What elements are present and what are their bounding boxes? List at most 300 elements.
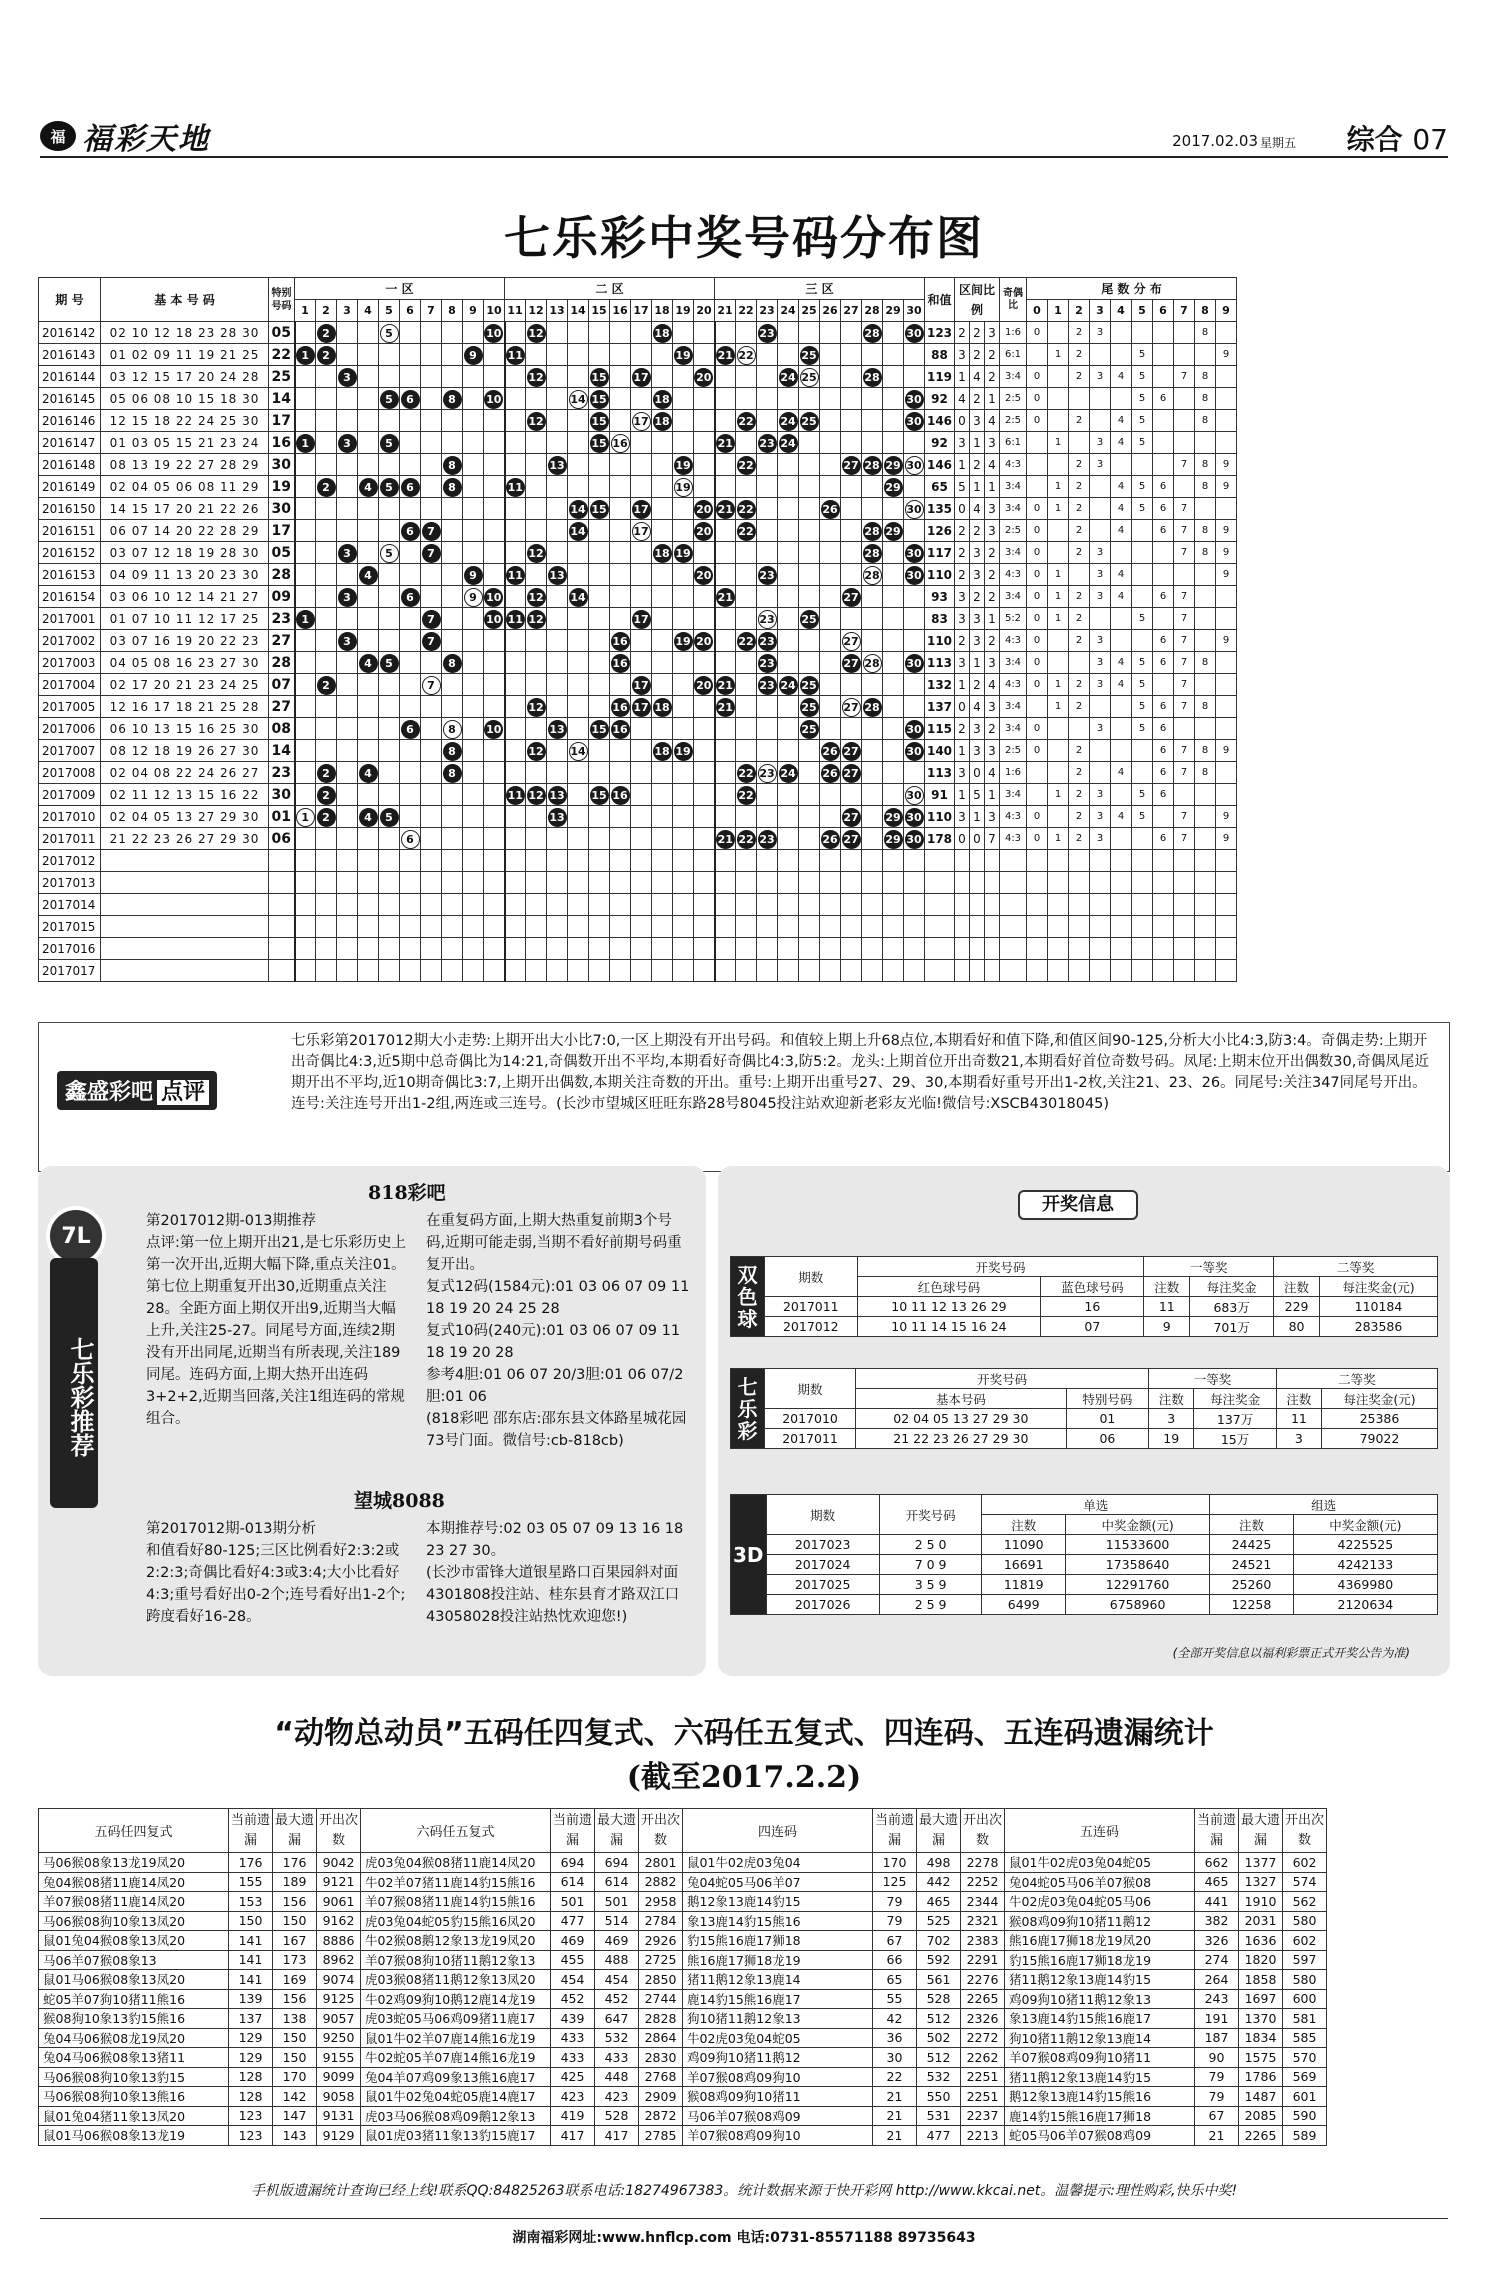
drawn-ball: 5 [380, 654, 399, 673]
number-cell [358, 520, 379, 542]
stat-cell: 173 [273, 1950, 317, 1970]
number-cell [337, 674, 358, 696]
stat-cell: 614 [551, 1872, 595, 1892]
number-cell [778, 938, 799, 960]
number-cell [463, 410, 484, 432]
number-cell [736, 586, 757, 608]
prize-cell: 19 [1149, 1429, 1194, 1449]
ratio-cell: 2 [970, 344, 985, 366]
number-header: 27 [841, 300, 862, 322]
number-cell [484, 960, 505, 982]
number-cell [442, 520, 463, 542]
tail-cell: 4 [1111, 476, 1132, 498]
tail-cell [1027, 938, 1048, 960]
number-cell [883, 960, 904, 982]
tail-cell: 9 [1216, 454, 1237, 476]
tail-cell: 6 [1153, 828, 1174, 850]
period-cell: 2016149 [39, 476, 101, 498]
tail-cell: 5 [1132, 674, 1153, 696]
number-cell [568, 432, 589, 454]
stat-cell: 8962 [317, 1950, 361, 1970]
footer-site: 湖南福彩网址:www.hnflcp.com 电话:0731-85571188 89735643 [40, 2218, 1448, 2247]
number-cell [316, 432, 337, 454]
number-cell [379, 806, 400, 828]
number-cell [379, 344, 400, 366]
tail-cell [1174, 432, 1195, 454]
tail-cell: 8 [1195, 366, 1216, 388]
tail-cell [1195, 344, 1216, 366]
tail-cell [1132, 586, 1153, 608]
ratio-cell: 3 [970, 564, 985, 586]
special-number-cell: 16 [269, 432, 295, 454]
number-cell [316, 366, 337, 388]
number-cell [400, 938, 421, 960]
drawn-ball: 29 [884, 478, 903, 497]
grid-row [39, 652, 1237, 674]
number-cell [904, 344, 925, 366]
drawn-ball: 1 [296, 610, 315, 629]
grid-row [39, 322, 1237, 344]
special-number-cell: 14 [269, 388, 295, 410]
number-cell [652, 718, 673, 740]
number-cell [526, 850, 547, 872]
number-cell [421, 828, 442, 850]
sub-header: 每注奖金 [1190, 1277, 1274, 1297]
number-cell [757, 608, 778, 630]
number-cell [631, 586, 652, 608]
col-issue: 期数 [766, 1495, 879, 1535]
number-cell [358, 718, 379, 740]
number-cell [610, 938, 631, 960]
prize-cell: 683万 [1190, 1297, 1274, 1317]
drawn-ball: 3 [338, 632, 357, 651]
ratio-cell: 0 [955, 498, 970, 520]
stat-cell: 129 [229, 2028, 273, 2048]
period-cell: 2016150 [39, 498, 101, 520]
number-cell [694, 454, 715, 476]
number-cell [316, 322, 337, 344]
drawn-ball: 22 [737, 412, 756, 431]
number-cell [589, 894, 610, 916]
combination-cell: 兔04猴08猪11鹿14凤20 [39, 1872, 229, 1892]
drawn-ball: 11 [506, 786, 525, 805]
special-ball: 23 [758, 764, 777, 783]
tail-cell [1090, 850, 1111, 872]
tail-cell [1111, 696, 1132, 718]
number-cell [358, 740, 379, 762]
prize-cell: 25260 [1210, 1575, 1294, 1595]
stat-cell: 1858 [1239, 1970, 1283, 1990]
ratio-cell: 2 [955, 542, 970, 564]
stat-cell: 2272 [961, 2028, 1005, 2048]
tail-cell [1195, 608, 1216, 630]
prize-cell: 16 [1041, 1297, 1144, 1317]
number-cell [400, 322, 421, 344]
number-cell [505, 542, 526, 564]
stat-cell: 274 [1195, 1950, 1239, 1970]
ratio-cell: 2 [970, 586, 985, 608]
number-cell [358, 872, 379, 894]
stat-header: 当前遗漏 [551, 1809, 595, 1853]
special-ball: 30 [905, 500, 924, 519]
number-cell [820, 916, 841, 938]
number-cell [589, 344, 610, 366]
stat-cell: 9061 [317, 1892, 361, 1912]
number-cell [358, 674, 379, 696]
tail-cell: 4 [1111, 410, 1132, 432]
basic-numbers-cell: 12 16 17 18 21 25 28 [101, 696, 269, 718]
period-cell: 2016147 [39, 432, 101, 454]
grid-row [39, 542, 1237, 564]
tail-cell [1069, 850, 1090, 872]
tail-cell [1195, 916, 1216, 938]
number-cell [715, 894, 736, 916]
tail-cell [1216, 322, 1237, 344]
special-ball: 7 [422, 676, 441, 695]
ratio-cell: 3 [985, 520, 1000, 542]
odd-even-cell: 4:3 [1000, 564, 1027, 586]
tail-cell [1048, 630, 1069, 652]
prize-cell: 80 [1274, 1317, 1320, 1337]
period-cell: 2017011 [39, 828, 101, 850]
number-cell [379, 850, 400, 872]
number-cell [358, 916, 379, 938]
number-cell [526, 432, 547, 454]
tail-cell: 5 [1132, 718, 1153, 740]
number-cell [547, 652, 568, 674]
grid-row [39, 476, 1237, 498]
number-cell [421, 586, 442, 608]
number-cell [589, 498, 610, 520]
number-cell [820, 498, 841, 520]
drawn-ball: 23 [758, 676, 777, 695]
combination-cell: 羊07猴08狗10猪11鹅12象13 [361, 1950, 551, 1970]
number-cell [715, 806, 736, 828]
number-cell [610, 960, 631, 982]
tail-cell [1153, 894, 1174, 916]
stat-cell: 9131 [317, 2106, 361, 2126]
number-cell [715, 960, 736, 982]
period-cell: 2016154 [39, 586, 101, 608]
tail-cell [1090, 872, 1111, 894]
number-cell [442, 696, 463, 718]
number-cell [337, 344, 358, 366]
number-cell [694, 366, 715, 388]
tail-cell [1153, 872, 1174, 894]
combination-cell: 兔04蛇05马06羊07 [683, 1872, 873, 1892]
ratio-cell [970, 938, 985, 960]
sub-header: 每注奖金(元) [1319, 1277, 1437, 1297]
number-cell [442, 564, 463, 586]
grid-row [39, 762, 1237, 784]
stat-cell: 501 [551, 1892, 595, 1912]
tail-cell [1048, 388, 1069, 410]
drawn-ball: 20 [694, 522, 713, 541]
number-cell [883, 344, 904, 366]
number-cell [337, 718, 358, 740]
number-cell [526, 806, 547, 828]
odd-even-cell: 2:5 [1000, 410, 1027, 432]
ratio-cell: 0 [955, 410, 970, 432]
number-cell [400, 586, 421, 608]
tail-cell: 3 [1090, 322, 1111, 344]
tail-cell: 8 [1195, 520, 1216, 542]
number-cell [820, 322, 841, 344]
number-cell [463, 674, 484, 696]
tail-cell [1174, 850, 1195, 872]
number-cell [841, 630, 862, 652]
tail-cell: 5 [1132, 388, 1153, 410]
number-cell [736, 322, 757, 344]
number-cell [694, 850, 715, 872]
tail-cell: 2 [1069, 322, 1090, 344]
drawn-ball: 15 [590, 500, 609, 519]
number-cell [484, 828, 505, 850]
drawn-ball: 29 [884, 808, 903, 827]
tail-cell [1174, 718, 1195, 740]
prize-cell: 2017011 [765, 1297, 858, 1317]
prize-cell: 2017023 [766, 1535, 879, 1555]
drawn-ball: 16 [611, 786, 630, 805]
number-header: 7 [421, 300, 442, 322]
number-cell [337, 806, 358, 828]
number-cell [715, 476, 736, 498]
drawn-ball: 19 [674, 346, 693, 365]
stat-cell: 141 [229, 1950, 273, 1970]
tail-cell: 0 [1027, 564, 1048, 586]
shop-title-818: 818彩吧 [368, 1182, 446, 1204]
number-cell [904, 762, 925, 784]
prize-cell: 10 11 12 13 26 29 [857, 1297, 1041, 1317]
period-cell: 2017004 [39, 674, 101, 696]
review-tag-label: 点评 [157, 1080, 209, 1105]
ratio-cell: 1 [955, 740, 970, 762]
ratio-cell: 4 [985, 762, 1000, 784]
number-cell [526, 454, 547, 476]
number-cell [778, 564, 799, 586]
tail-cell [1132, 740, 1153, 762]
number-cell [799, 806, 820, 828]
number-cell [652, 410, 673, 432]
number-cell [883, 828, 904, 850]
number-cell [400, 828, 421, 850]
number-cell [568, 740, 589, 762]
drawn-ball: 11 [506, 346, 525, 365]
number-cell [568, 872, 589, 894]
number-cell [904, 828, 925, 850]
prize-cell: 2017026 [766, 1595, 879, 1615]
number-cell [862, 564, 883, 586]
number-cell [631, 740, 652, 762]
number-cell [526, 960, 547, 982]
drawn-ball: 24 [779, 412, 798, 431]
tail-cell: 6 [1153, 586, 1174, 608]
stat-cell: 79 [873, 1892, 917, 1912]
ratio-cell: 3 [985, 498, 1000, 520]
prize-cell: 12291760 [1065, 1575, 1209, 1595]
number-cell [484, 476, 505, 498]
number-cell [631, 542, 652, 564]
number-cell [379, 586, 400, 608]
combination-cell: 象13鹿14豹15熊16 [683, 1911, 873, 1931]
number-cell [841, 740, 862, 762]
stat-cell: 382 [1195, 1911, 1239, 1931]
combination-cell: 猪11鹅12象13鹿14豹15 [1005, 2067, 1195, 2087]
number-cell [610, 718, 631, 740]
number-cell [526, 828, 547, 850]
tail-cell [1027, 344, 1048, 366]
number-cell [610, 630, 631, 652]
number-cell [421, 872, 442, 894]
number-cell [505, 828, 526, 850]
number-cell [358, 432, 379, 454]
stat-cell: 141 [229, 1970, 273, 1990]
number-cell [379, 454, 400, 476]
number-header: 10 [484, 300, 505, 322]
tail-cell: 2 [1069, 366, 1090, 388]
drawn-ball: 22 [737, 500, 756, 519]
ratio-cell: 3 [955, 586, 970, 608]
number-cell [757, 674, 778, 696]
tail-cell: 3 [1090, 784, 1111, 806]
special-number-cell: 17 [269, 410, 295, 432]
number-cell [568, 322, 589, 344]
number-cell [631, 850, 652, 872]
number-cell [337, 366, 358, 388]
number-cell [736, 828, 757, 850]
number-cell [673, 894, 694, 916]
tail-cell: 9 [1216, 476, 1237, 498]
tail-cell: 7 [1174, 652, 1195, 674]
stat-cell: 21 [873, 2087, 917, 2107]
number-cell [904, 432, 925, 454]
tail-cell: 5 [1132, 608, 1153, 630]
number-cell [631, 410, 652, 432]
tail-cell [1174, 916, 1195, 938]
number-cell [736, 608, 757, 630]
group-header: 一等奖 [1149, 1369, 1277, 1389]
tail-cell [1216, 388, 1237, 410]
combination-cell: 虎03蛇05马06鸡09猪11鹿17 [361, 2009, 551, 2029]
sub-header: 红色球号码 [857, 1277, 1041, 1297]
combination-cell: 兔04马06猴08龙19凤20 [39, 2028, 229, 2048]
tail-cell [1216, 938, 1237, 960]
drawn-ball: 30 [905, 544, 924, 563]
sub-header: 特别号码 [1066, 1389, 1149, 1409]
stat-cell: 264 [1195, 1970, 1239, 1990]
number-cell [631, 828, 652, 850]
number-cell [505, 850, 526, 872]
number-cell [757, 960, 778, 982]
tail-cell [1153, 806, 1174, 828]
odd-even-cell: 3:4 [1000, 652, 1027, 674]
number-cell [652, 674, 673, 696]
tail-cell: 7 [1174, 740, 1195, 762]
stat-cell: 8886 [317, 1931, 361, 1951]
number-cell [820, 828, 841, 850]
number-cell [589, 652, 610, 674]
number-cell [316, 410, 337, 432]
ratio-cell [955, 894, 970, 916]
number-cell [484, 432, 505, 454]
number-cell [757, 894, 778, 916]
section-label [1347, 118, 1448, 158]
basic-numbers-cell: 06 10 13 15 16 25 30 [101, 718, 269, 740]
ratio-cell: 3 [985, 322, 1000, 344]
number-cell [841, 454, 862, 476]
number-cell [652, 630, 673, 652]
ratio-cell: 1 [985, 608, 1000, 630]
stats-title [0, 1712, 1488, 1800]
special-number-cell: 05 [269, 542, 295, 564]
stat-header: 最大遗漏 [595, 1809, 639, 1853]
number-cell [652, 454, 673, 476]
tail-cell [1111, 608, 1132, 630]
number-cell [400, 850, 421, 872]
number-cell [400, 784, 421, 806]
drawn-ball: 18 [653, 412, 672, 431]
special-ball: 6 [401, 830, 420, 849]
tail-cell: 8 [1195, 322, 1216, 344]
combination-cell: 蛇05羊07狗10猪11熊16 [39, 1989, 229, 2009]
sum-cell: 110 [925, 806, 955, 828]
number-cell [841, 388, 862, 410]
number-cell [757, 454, 778, 476]
number-cell [463, 762, 484, 784]
number-cell [505, 388, 526, 410]
number-cell [778, 608, 799, 630]
ratio-cell [985, 894, 1000, 916]
drawn-ball: 5 [380, 478, 399, 497]
number-cell [421, 938, 442, 960]
number-cell [631, 432, 652, 454]
tail-cell [1069, 652, 1090, 674]
tail-cell [1027, 476, 1048, 498]
number-cell [757, 806, 778, 828]
stat-cell: 501 [595, 1892, 639, 1912]
special-number-cell: 22 [269, 344, 295, 366]
number-cell [820, 960, 841, 982]
stat-cell: 150 [273, 2028, 317, 2048]
number-cell [883, 696, 904, 718]
group-header: 组选 [1210, 1495, 1438, 1515]
number-cell [463, 916, 484, 938]
number-cell [841, 960, 862, 982]
tail-cell: 8 [1195, 410, 1216, 432]
drawn-ball: 28 [863, 544, 882, 563]
basic-numbers-cell [101, 850, 269, 872]
number-cell [820, 476, 841, 498]
number-cell [568, 498, 589, 520]
number-cell [463, 850, 484, 872]
number-cell [673, 520, 694, 542]
stat-cell: 694 [595, 1853, 639, 1873]
tail-cell [1027, 872, 1048, 894]
number-cell [379, 432, 400, 454]
number-cell [442, 498, 463, 520]
special-ball: 8 [443, 720, 462, 739]
tail-cell [1048, 322, 1069, 344]
special-number-cell: 14 [269, 740, 295, 762]
number-cell [673, 652, 694, 674]
number-cell [820, 542, 841, 564]
number-cell [400, 630, 421, 652]
stat-cell: 419 [551, 2106, 595, 2126]
number-cell [337, 784, 358, 806]
number-cell [316, 784, 337, 806]
tail-cell [1216, 608, 1237, 630]
number-cell [631, 894, 652, 916]
